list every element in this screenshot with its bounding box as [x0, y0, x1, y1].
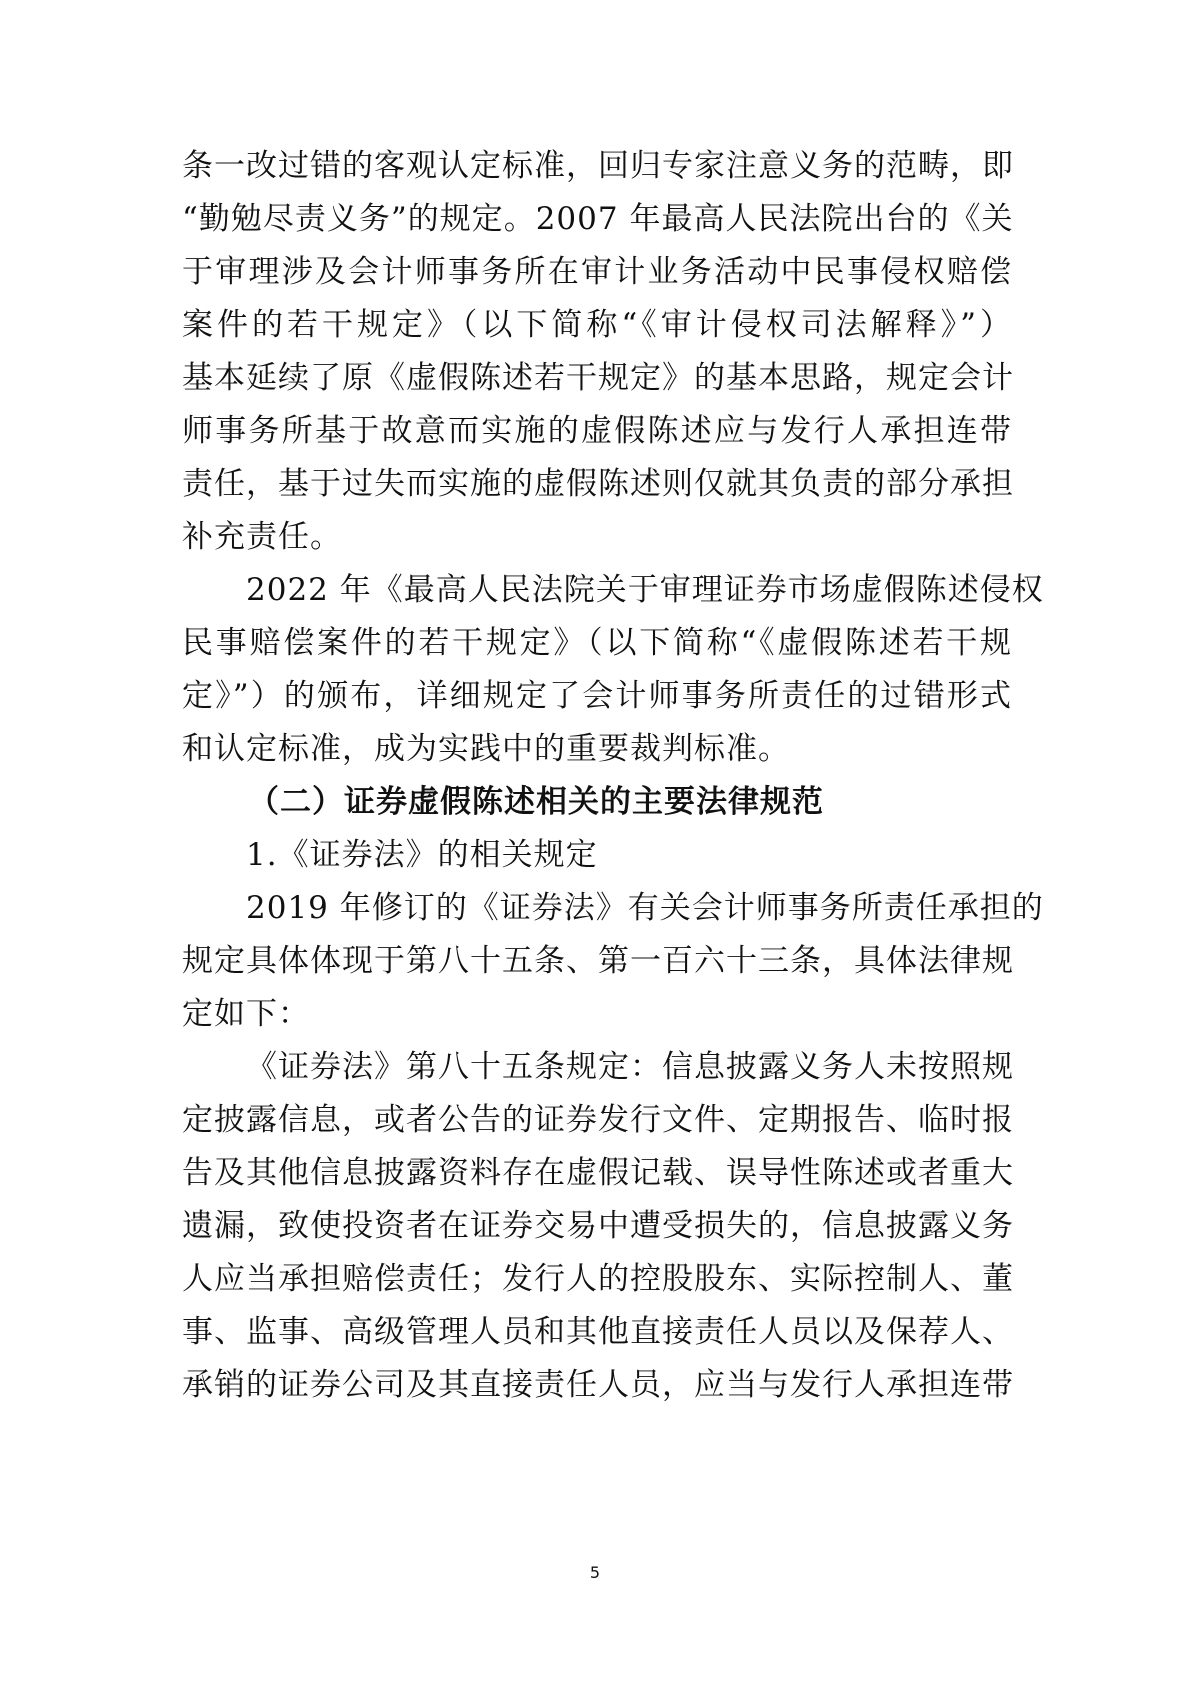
body-text-line: 条一改过错的客观认定标准，回归专家注意义务的范畴，即	[182, 148, 1014, 184]
body-text-line: 案件的若干规定》（以下简称“《审计侵权司法解释》”）	[182, 307, 1012, 343]
body-text-line: “勤勉尽责义务”的规定。2007 年最高人民法院出台的《关	[182, 201, 1014, 237]
body-text-line: 责任，基于过失而实施的虚假陈述则仅就其负责的部分承担	[182, 466, 1014, 502]
body-text-line: 基本延续了原《虚假陈述若干规定》的基本思路，规定会计	[182, 360, 1014, 396]
body-text-line: 遗漏，致使投资者在证券交易中遭受损失的，信息披露义务	[182, 1208, 1014, 1244]
body-text-line: 规定具体体现于第八十五条、第一百六十三条，具体法律规	[182, 943, 1014, 979]
body-text-line: 于审理涉及会计师事务所在审计业务活动中民事侵权赔偿	[182, 254, 1012, 290]
paragraph-first-line: 2022 年《最高人民法院关于审理证券市场虚假陈述侵权	[246, 572, 1044, 608]
page-number: 5	[589, 1563, 601, 1582]
body-text-line: 告及其他信息披露资料存在虚假记载、误导性陈述或者重大	[182, 1155, 1014, 1191]
paragraph-first-line: 2019 年修订的《证券法》有关会计师事务所责任承担的	[246, 890, 1044, 926]
body-text-line: 师事务所基于故意而实施的虚假陈述应与发行人承担连带	[182, 413, 1012, 449]
body-text-line: 定》”）的颁布，详细规定了会计师事务所责任的过错形式	[182, 678, 1012, 714]
body-text-line: 民事赔偿案件的若干规定》（以下简称“《虚假陈述若干规	[182, 625, 1012, 661]
body-text-line: 定如下：	[182, 996, 310, 1032]
paragraph-first-line: 《证券法》第八十五条规定：信息披露义务人未按照规	[246, 1049, 1014, 1085]
body-text-line: 和认定标准，成为实践中的重要裁判标准。	[182, 731, 790, 767]
body-text-line: 人应当承担赔偿责任；发行人的控股股东、实际控制人、董	[182, 1261, 1014, 1297]
section-heading: （二）证券虚假陈述相关的主要法律规范	[248, 784, 824, 820]
subsection-heading: 1.《证券法》的相关规定	[246, 837, 598, 873]
body-text-line: 定披露信息，或者公告的证券发行文件、定期报告、临时报	[182, 1102, 1014, 1138]
body-text-line: 事、监事、高级管理人员和其他直接责任人员以及保荐人、	[182, 1314, 1014, 1350]
body-text-line: 补充责任。	[182, 519, 342, 555]
body-text-line: 承销的证券公司及其直接责任人员，应当与发行人承担连带	[182, 1367, 1014, 1403]
